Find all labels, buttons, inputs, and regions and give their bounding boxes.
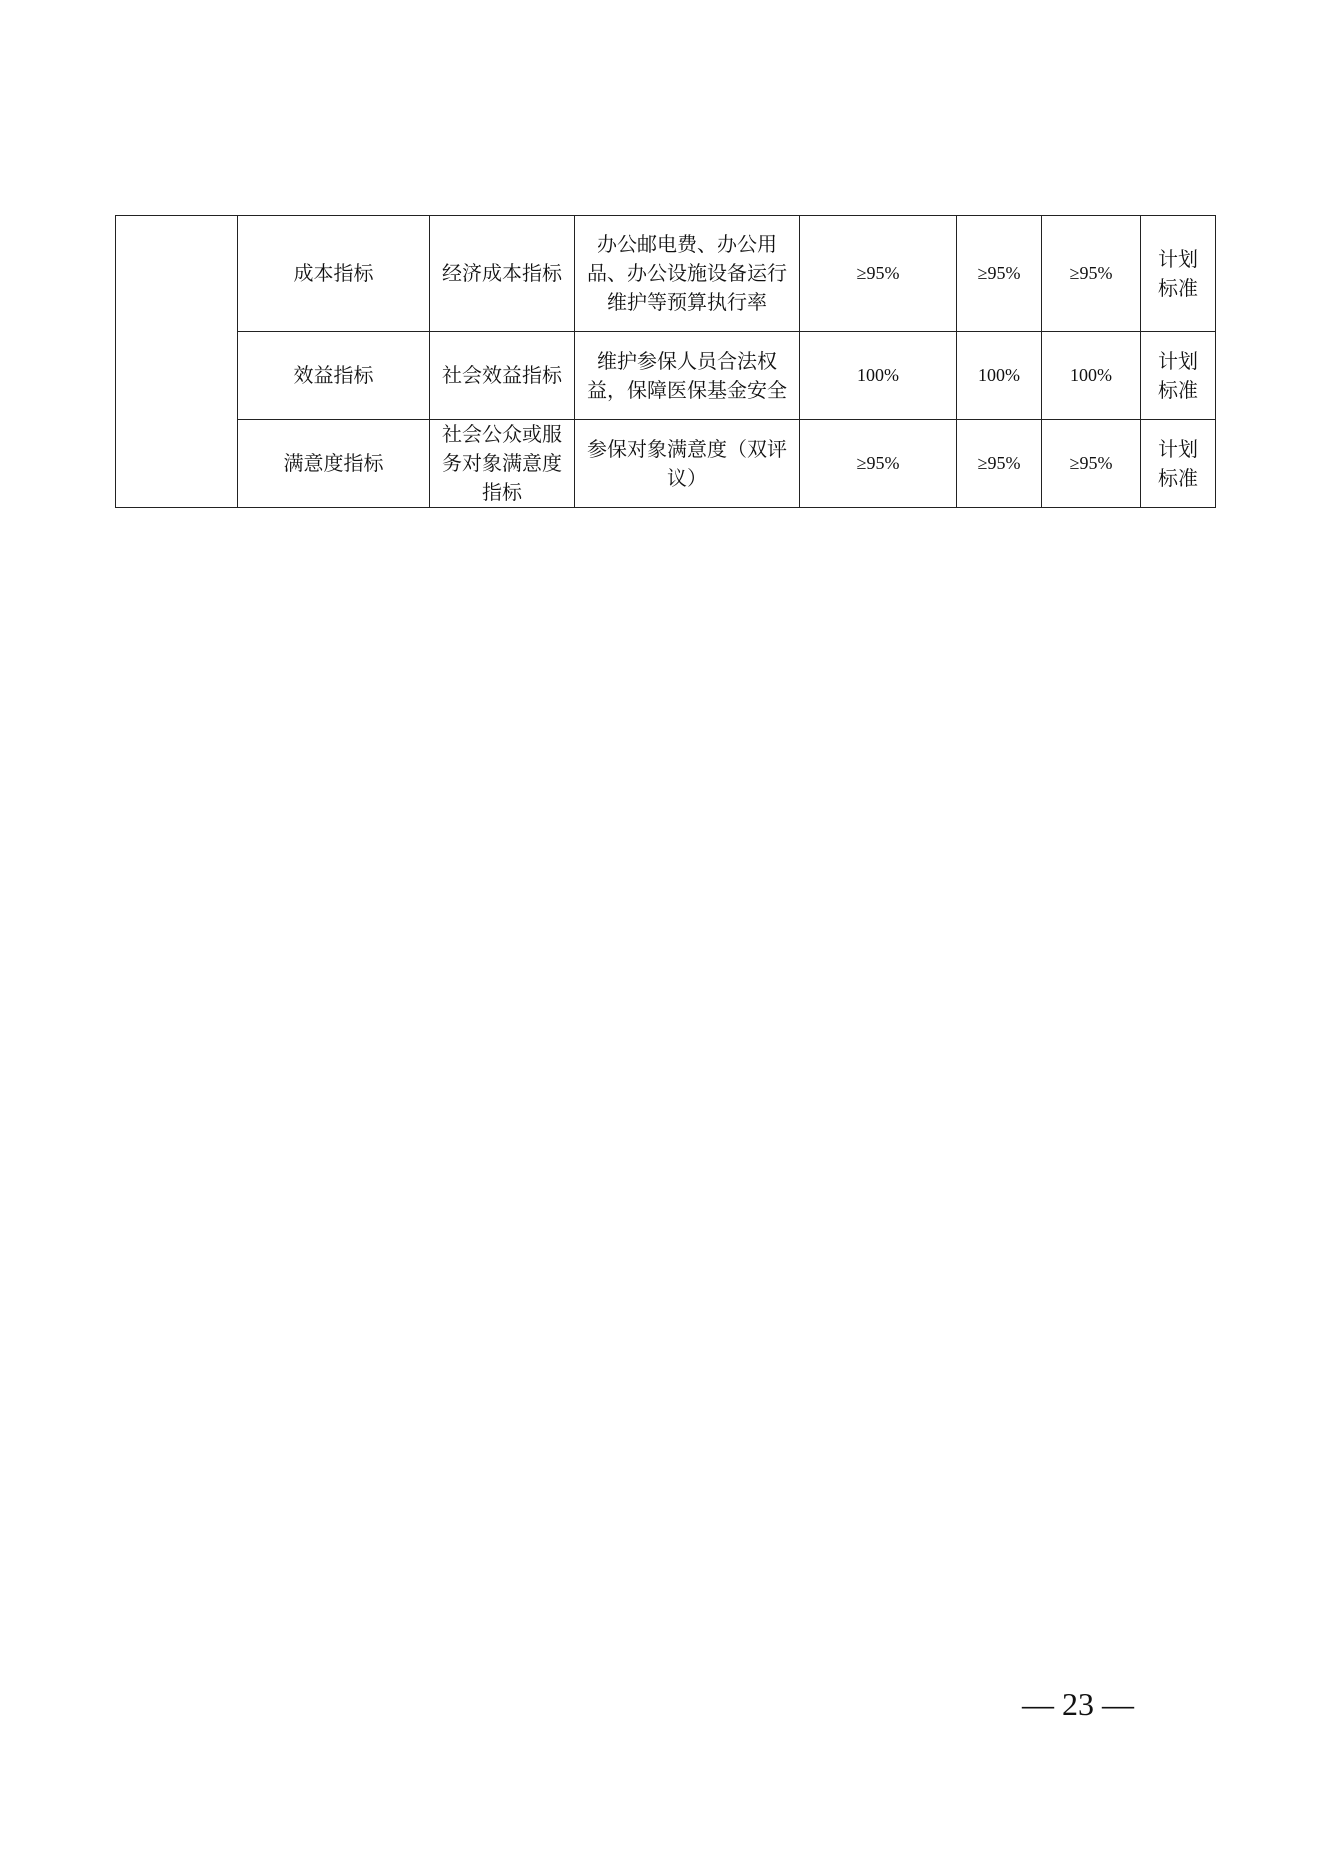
indicator-value-cell: ≥95%	[957, 420, 1042, 508]
tertiary-indicator-cell: 经济成本指标	[430, 216, 575, 332]
basis-cell: 计划标准	[1141, 420, 1216, 508]
tertiary-indicator-cell: 社会公众或服务对象满意度指标	[430, 420, 575, 508]
primary-indicator-cell	[116, 216, 238, 508]
indicator-content-cell: 参保对象满意度（双评议）	[575, 420, 800, 508]
basis-cell: 计划标准	[1141, 216, 1216, 332]
table-row	[116, 420, 1216, 508]
indicator-value-cell: 100%	[1042, 332, 1141, 420]
indicator-content-cell: 办公邮电费、办公用品、办公设施设备运行维护等预算执行率	[575, 216, 800, 332]
basis-cell: 计划标准	[1141, 332, 1216, 420]
tertiary-indicator-cell: 社会效益指标	[430, 332, 575, 420]
table-row	[116, 216, 1216, 332]
indicator-value-cell: ≥95%	[1042, 420, 1141, 508]
secondary-indicator-cell: 效益指标	[238, 332, 430, 420]
indicator-value-cell: ≥95%	[800, 420, 957, 508]
secondary-indicator-cell: 成本指标	[238, 216, 430, 332]
indicator-value-cell: ≥95%	[800, 216, 957, 332]
indicator-value-cell: 100%	[800, 332, 957, 420]
indicator-table	[115, 215, 1216, 508]
indicator-value-cell: ≥95%	[957, 216, 1042, 332]
indicator-content-cell: 维护参保人员合法权益，保障医保基金安全	[575, 332, 800, 420]
indicator-value-cell: 100%	[957, 332, 1042, 420]
indicator-value-cell: ≥95%	[1042, 216, 1141, 332]
page-number: — 23 —	[1022, 1686, 1134, 1722]
table-row	[116, 332, 1216, 420]
secondary-indicator-cell: 满意度指标	[238, 420, 430, 508]
